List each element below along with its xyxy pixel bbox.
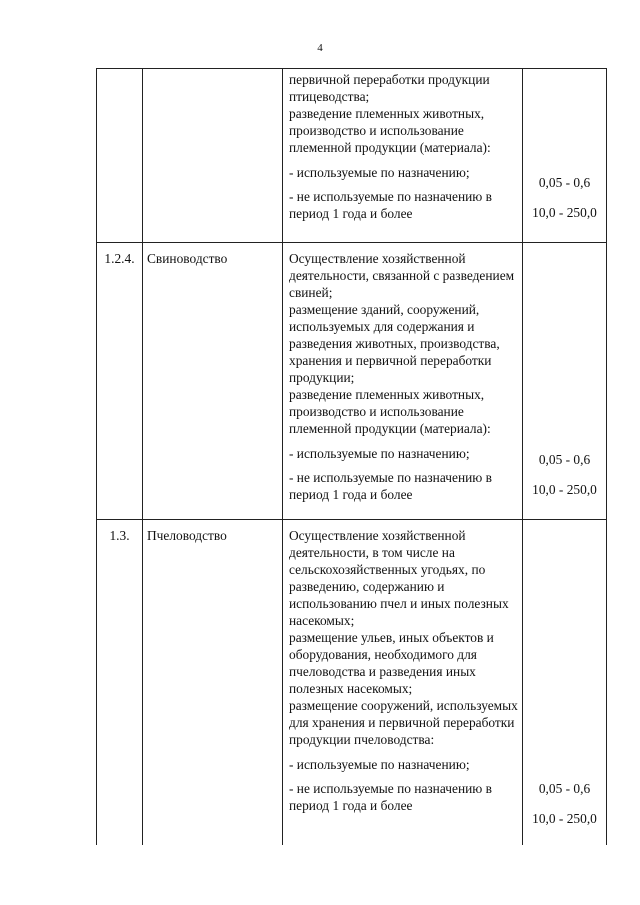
unused-label: - не используемые по назначению в период 1 года и более <box>289 781 492 813</box>
unused-value: 10,0 - 250,0 <box>532 811 597 826</box>
row-name: Свиноводство <box>143 243 283 520</box>
row-code: 1.3. <box>97 520 143 845</box>
used-value: 0,05 - 0,6 <box>538 175 591 190</box>
content-paragraph: первичной переработки продукции птицеводства; <box>289 72 490 104</box>
row-content <box>283 243 523 520</box>
unused-label: - не используемые по назначению в период 1 года и более <box>289 189 492 221</box>
used-value: 0,05 - 0,6 <box>538 781 591 796</box>
unused-value: 10,0 - 250,0 <box>532 205 597 220</box>
unused-label: - не используемые по назначению в период 1 года и более <box>289 470 492 502</box>
row-values <box>523 520 607 845</box>
row-content <box>283 520 523 845</box>
page-number: 4 <box>317 42 323 54</box>
used-label: - используемые по назначению; <box>289 446 470 461</box>
row-name <box>143 69 283 243</box>
content-paragraph: размещение ульев, иных объектов и оборудования, необходимого для пчеловодства и разведения иных полезных насекомых; <box>289 630 494 696</box>
content-paragraph: размещение зданий, сооружений, используемых для содержания и разведения животных, производства, хранения и первичной переработки продукции; <box>289 302 500 385</box>
row-code <box>97 69 143 243</box>
content-paragraph: размещение сооружений, используемых для хранения и первичной переработки продукции пчеловодства: <box>289 698 518 747</box>
unused-value: 10,0 - 250,0 <box>532 482 597 497</box>
used-value: 0,05 - 0,6 <box>538 452 591 467</box>
content-paragraph: Осуществление хозяйственной деятельности, в том числе на сельскохозяйственных угодьях, по разведению, содержанию и использованию пчел и иных полезных насекомых; <box>289 528 509 628</box>
table-row <box>97 520 607 845</box>
row-content <box>283 69 523 243</box>
table-row <box>97 243 607 520</box>
content-paragraph: разведение племенных животных, производство и использование племенной продукции (материала): <box>289 387 491 436</box>
content-paragraph: разведение племенных животных, производство и использование племенной продукции (материала): <box>289 106 491 155</box>
row-name: Пчеловодство <box>143 520 283 845</box>
land-use-table <box>96 68 607 845</box>
row-values <box>523 243 607 520</box>
used-label: - используемые по назначению; <box>289 757 470 772</box>
content-paragraph: Осуществление хозяйственной деятельности, связанной с разведением свиней; <box>289 251 515 300</box>
used-label: - используемые по назначению; <box>289 165 470 180</box>
row-code: 1.2.4. <box>97 243 143 520</box>
row-values <box>523 69 607 243</box>
table-row <box>97 69 607 243</box>
